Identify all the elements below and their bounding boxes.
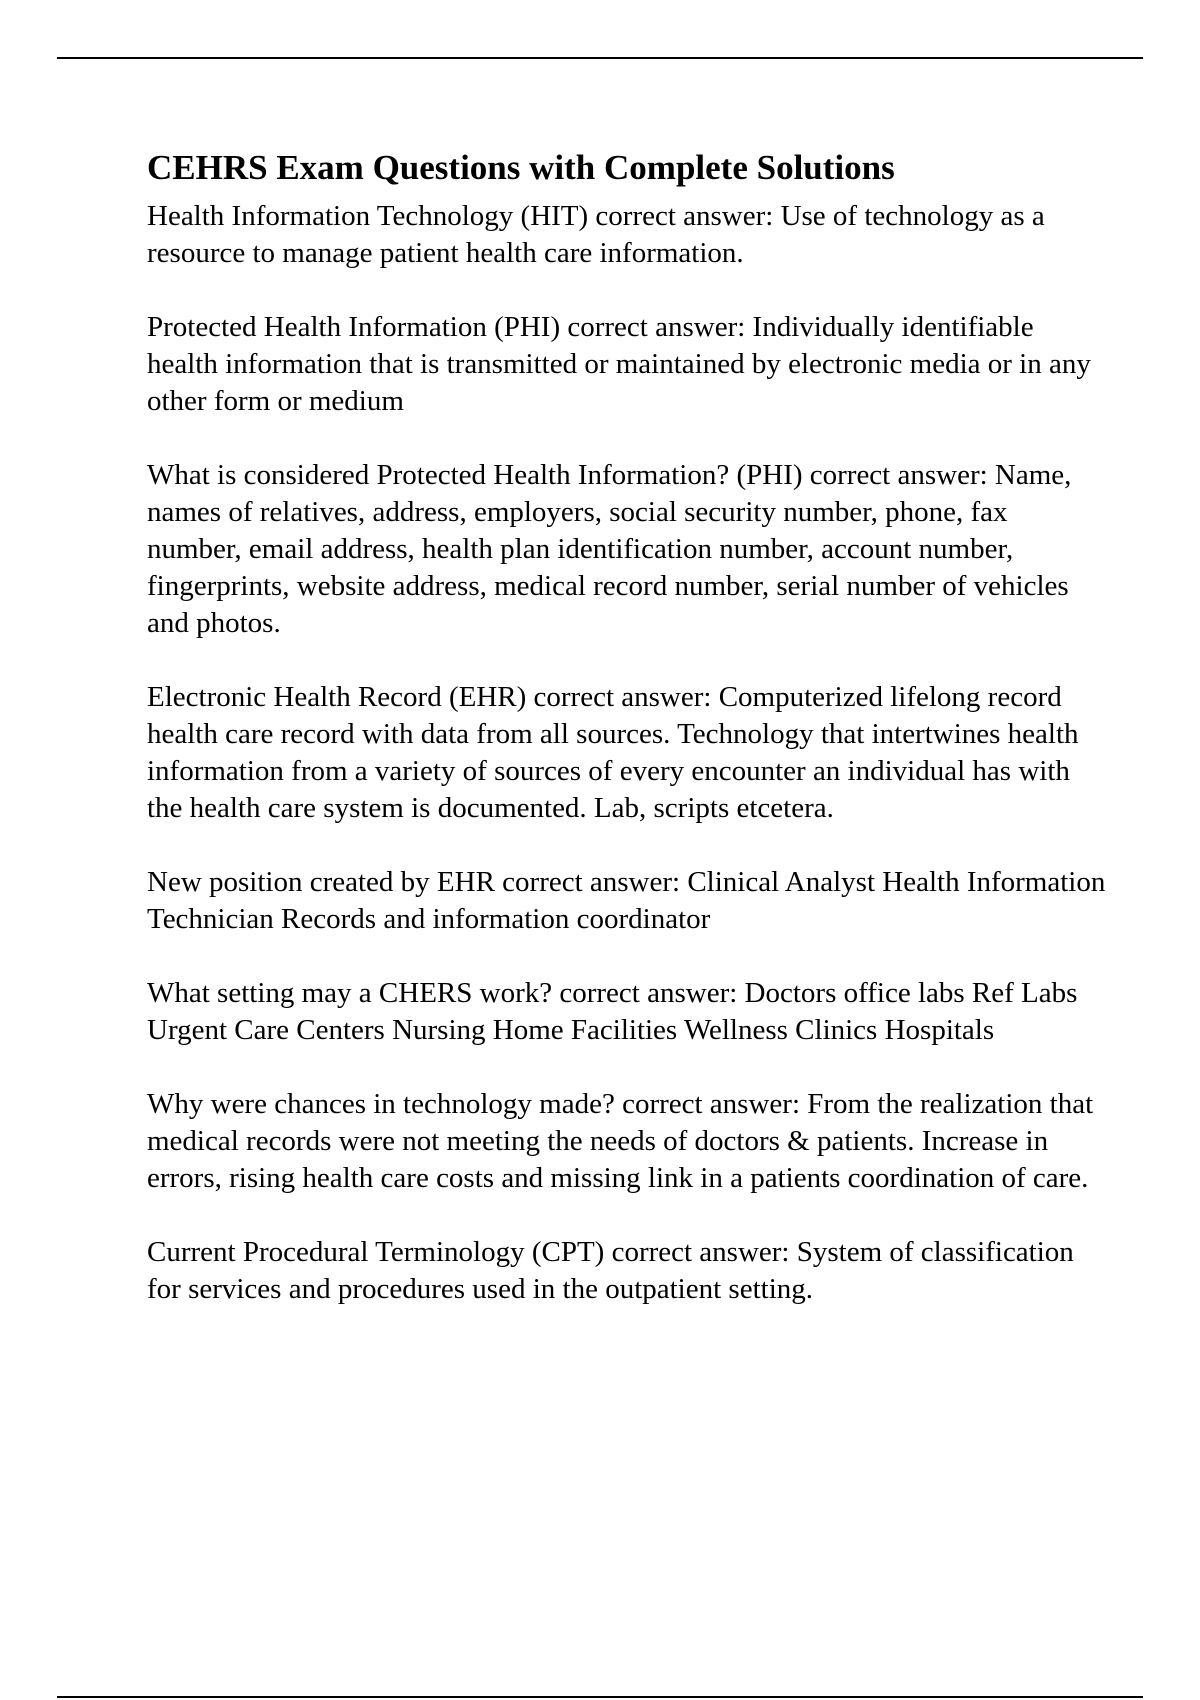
qa-entry-cpt: Current Procedural Terminology (CPT) correct answer: System of classification for services and procedures used in the outpatient setting.: [147, 1236, 1074, 1305]
bottom-rule: [57, 1696, 1143, 1698]
document-title: CEHRS Exam Questions with Complete Solutions: [147, 148, 895, 187]
qa-entry-settings: What setting may a CHERS work? correct answer: Doctors office labs Ref Labs Urgent Care Centers Nursing Home Facilities Wellness Clinics Hospitals: [147, 977, 1078, 1046]
qa-entry-ehr: Electronic Health Record (EHR) correct answer: Computerized lifelong record health care record with data from all sources. Technology that intertwines health information from a variety of sources of every encounter an individual has with the health care system is documented. Lab, scripts etcetera.: [147, 681, 1079, 824]
top-rule: [57, 57, 1143, 59]
qa-entry-technology-changes: Why were chances in technology made? correct answer: From the realization that medical records were not meeting the needs of doctors & patients. Increase in errors, rising health care costs and missing link in a patients coordination of care.: [147, 1088, 1094, 1194]
qa-entry-phi: Protected Health Information (PHI) correct answer: Individually identifiable health information that is transmitted or maintained by electronic media or in any other form or medium: [147, 311, 1091, 417]
qa-entry-phi-considered: What is considered Protected Health Information? (PHI) correct answer: Name, names of relatives, address, employers, social security number, phone, fax number, email address, health plan identification number, account number, fingerprints, website address, medical record number, serial number of vehicles and photos.: [147, 459, 1072, 639]
qa-entry-hit: Health Information Technology (HIT) correct answer: Use of technology as a resource to manage patient health care information.: [147, 200, 1045, 269]
qa-entry-new-position: New position created by EHR correct answer: Clinical Analyst Health Information Technician Records and information coordinator: [147, 866, 1106, 935]
document-body: [147, 146, 1107, 1345]
